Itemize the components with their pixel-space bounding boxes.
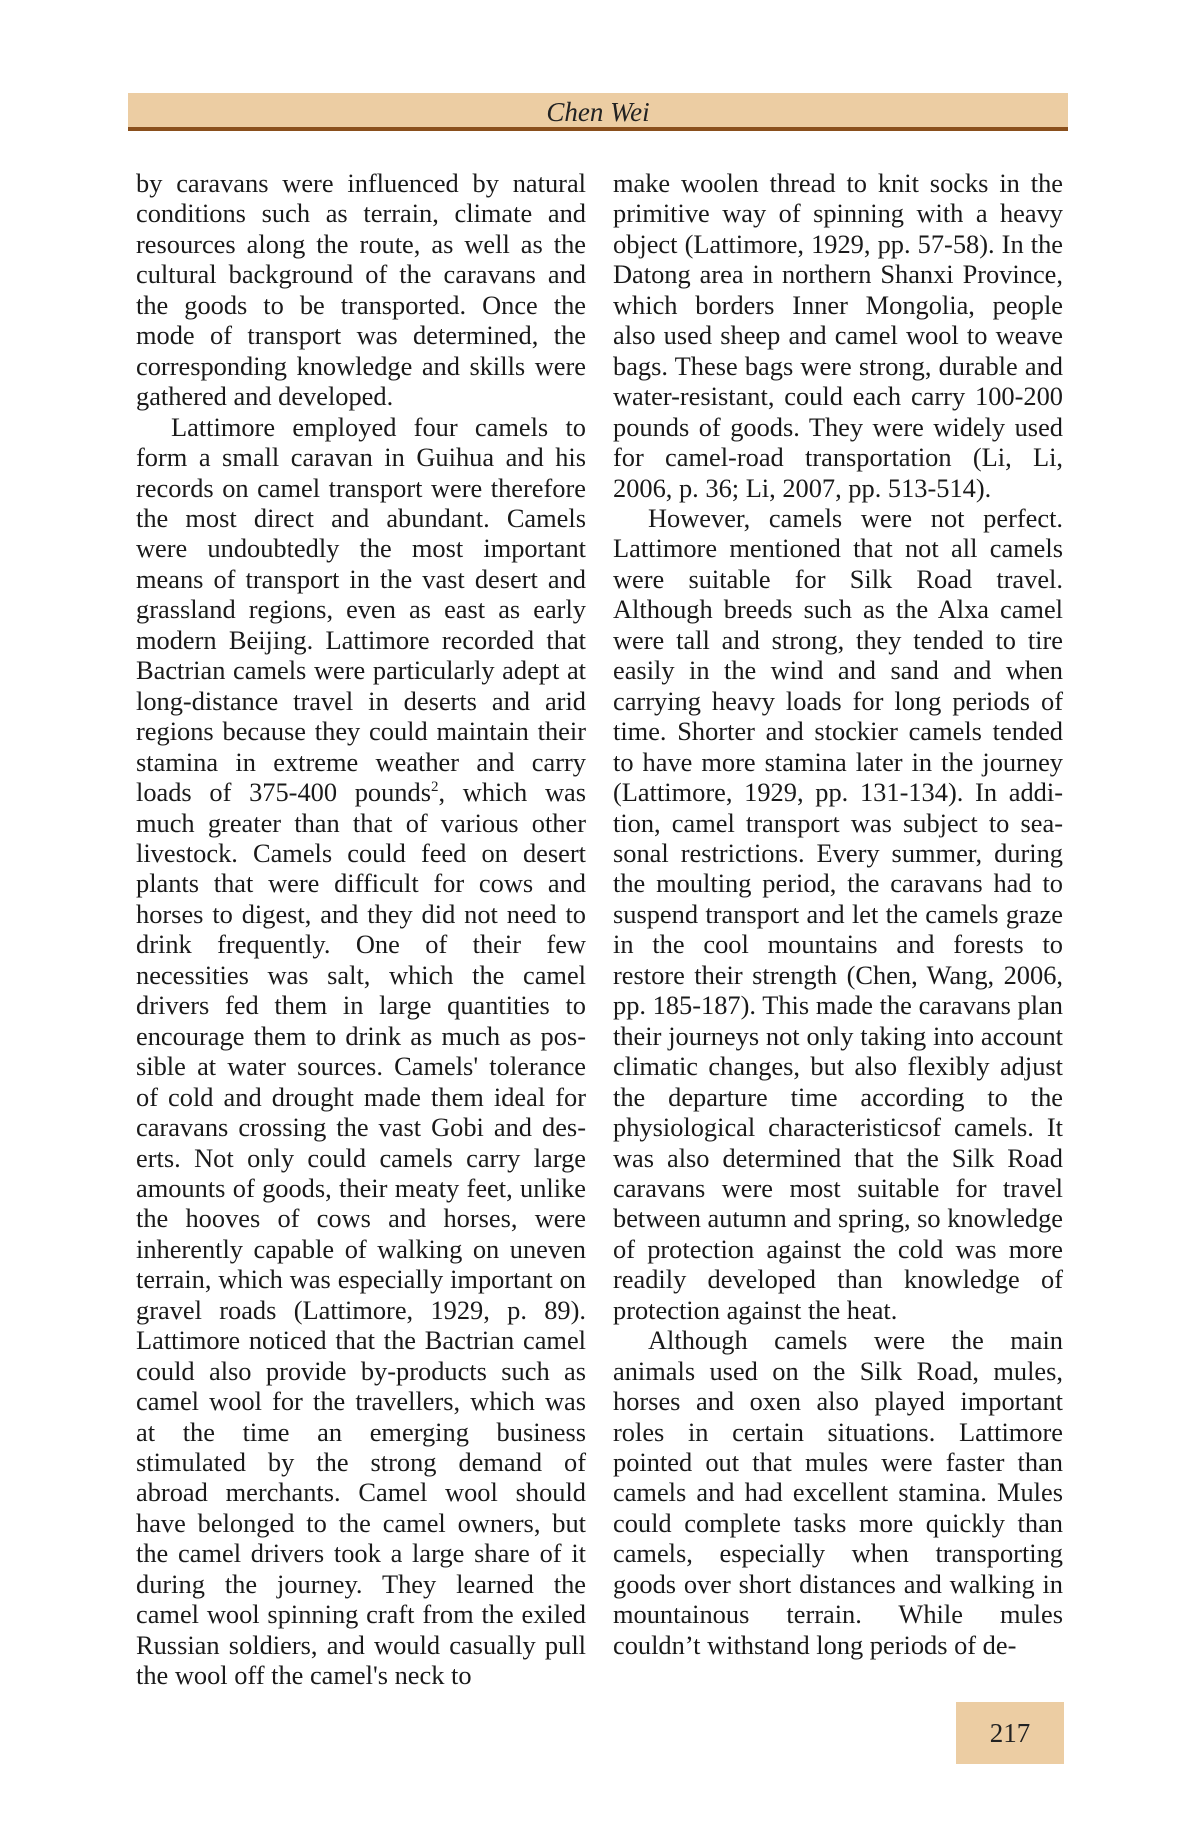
page-number: 217 bbox=[989, 1718, 1031, 1748]
paragraph: However, camels were not perfect. Lattimore mentioned that not all camels were suitable for Silk Road travel. Although breeds such as the Alxa camel were tall and strong, they tended to tire easily in the wind and sand and when carrying heavy loads for long periods of time. Shorter and stockier camels tended to have more stamina later in the journey (Lattimore, 1929, pp. 131-134). In addition, camel transport was subject to seasonal restrictions. Every summer, during the moulting period, the caravans had to suspend transport and let the camels graze in the cool mountains and forests to restore their strength (Chen, Wang, 2006, pp. 185-187). This made the caravans plan their journeys not only taking into account climatic changes, but also flexibly adjust the departure time according to the physiological characteristicsof camels. It was also determined that the Silk Road caravans were most suitable for travel between autumn and spring, so knowledge of protection against the cold was more readily developed than knowledge of protection against the heat. bbox=[613, 502, 1064, 1325]
footnote-marker[interactable]: 2 bbox=[430, 779, 439, 796]
page-number-box bbox=[956, 1702, 1064, 1764]
text-column-right bbox=[613, 168, 1063, 1660]
text-column-left bbox=[136, 168, 586, 1691]
paragraph-text: Lattimore employed four camels to form a small caravan in Guihua and his records on camel transport were therefore the most direct and abundant. Camels were undoubtedly the most important means of transport in the vast desert and grassland regions, even as east as early modern Beijing. Lattimore recorded that Bactrian camels were particularly adept at long-distance travel in deserts and arid regions because they could maintain their stamina in extreme weather and carry loads of 375-400 pounds bbox=[136, 411, 586, 808]
running-header-title: Chen Wei bbox=[546, 97, 650, 127]
paragraph-text: , which was much greater than that of various other livestock. Camels could feed on desert plants that were difficult for cows and horses to digest, and they did not need to drink frequently. One of their few necessities was salt, which the camel drivers fed them in large quantities to encourage them to drink as much as possible at water sources. Camels' tolerance of cold and drought made them ideal for caravans crossing the vast Gobi and deserts. Not only could camels carry large amounts of goods, their meaty feet, unlike the hooves of cows and horses, were inherently capable of walking on uneven terrain, which was especially important on gravel roads (Lattimore, 1929, p. 89). Lattimore noticed that the Bactrian camel could also provide by-products such as camel wool for the travellers, which was at the time an emerging business stimulated by the strong demand of abroad merchants. Camel wool should have belonged to the camel owners, but the camel drivers took a large share of it during the journey. They learned the camel wool spinning craft from the exiled Russian soldiers, and would casually pull the wool off the camel's neck to bbox=[136, 777, 586, 1691]
paragraph: by caravans were influenced by natural conditions such as terrain, climate and resources along the route, as well as the cultural background of the caravans and the goods to be transported. Once the mode of transport was determined, the corresponding knowledge and skills were gathered and developed. bbox=[136, 168, 586, 412]
paragraph bbox=[136, 412, 586, 1691]
running-header bbox=[128, 93, 1068, 131]
paragraph: make woolen thread to knit socks in the primitive way of spinning with a heavy object (Lattimore, 1929, pp. 57-58). In the Datong area in northern Shanxi Province, which borders Inner Mongolia, people also used sheep and camel wool to weave bags. These bags were strong, durable and water-resistant, could each carry 100-200 pounds of goods. They were widely used for camel-road transportation (Li, Li, 2006, p. 36; Li, 2007, pp. 513-514). bbox=[613, 168, 1063, 503]
paragraph: Although camels were the main animals used on the Silk Road, mules, horses and oxen also played important roles in certain situations. Lattimore pointed out that mules were faster than camels and had excellent stamina. Mules could complete tasks more quickly than camels, especially when transporting goods over short distances and walking in mountainous terrain. While mules couldn’t withstand long periods of de- bbox=[613, 1325, 1063, 1660]
